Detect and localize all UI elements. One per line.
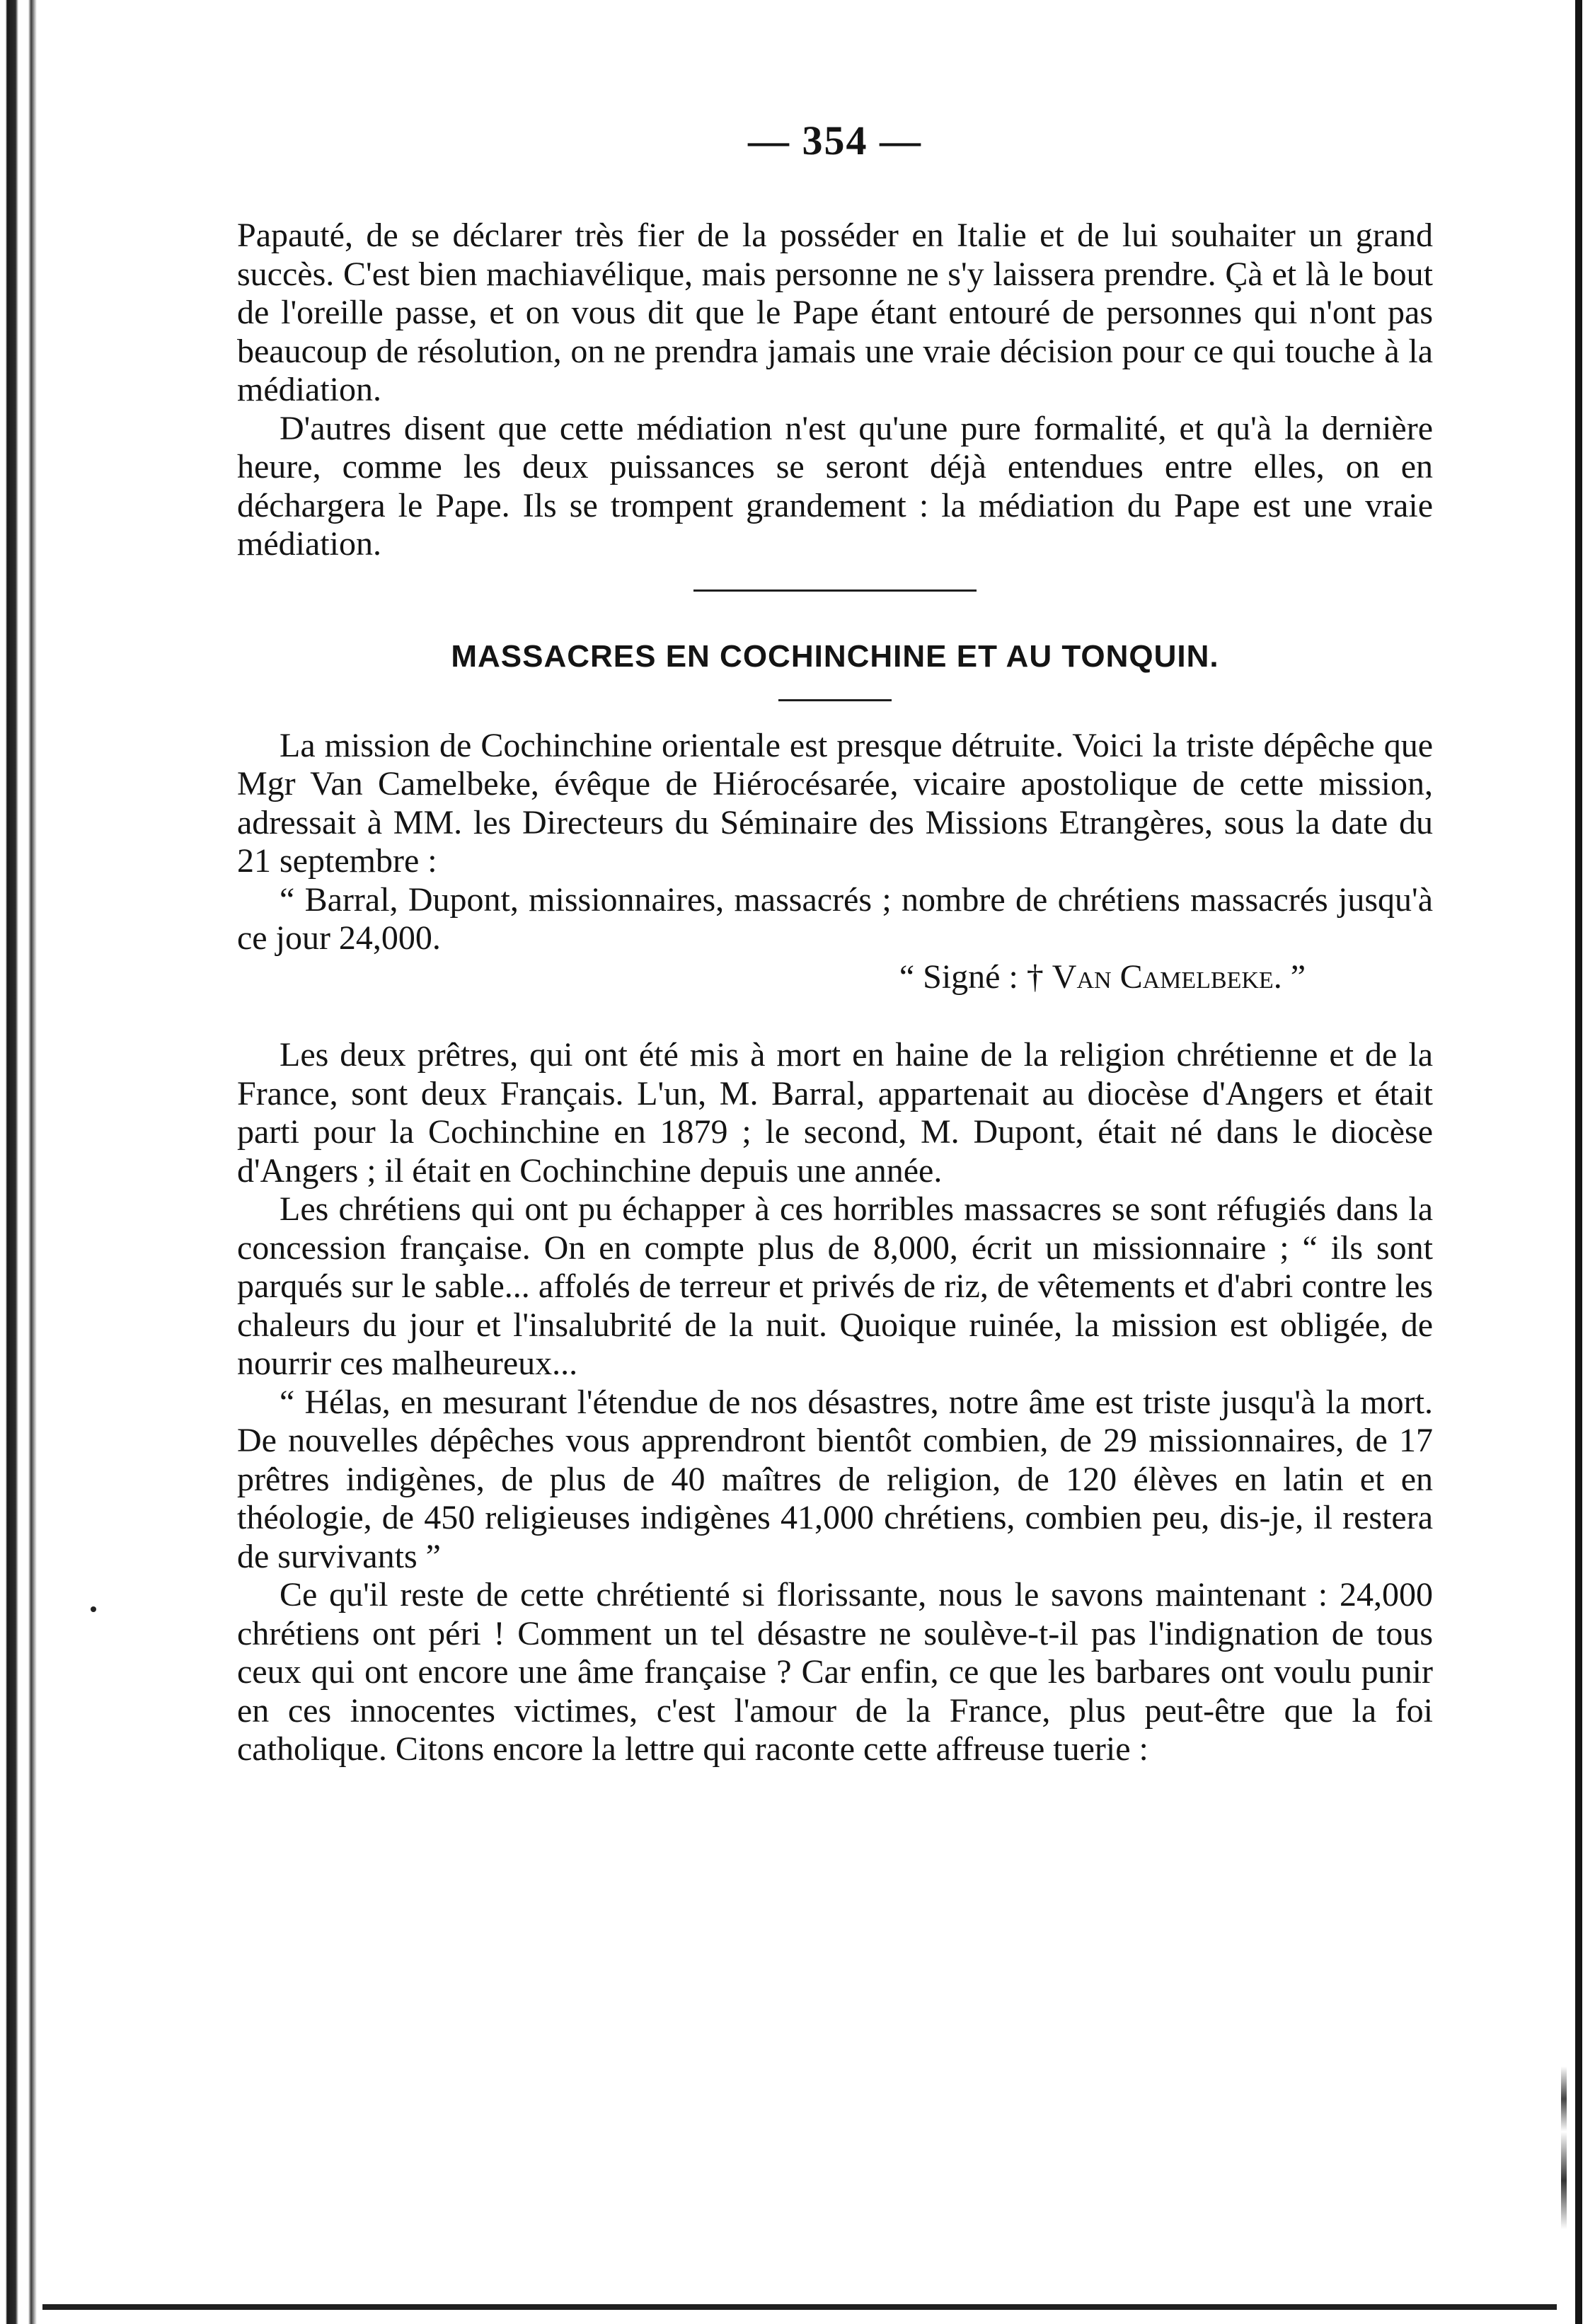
signature	[237, 958, 1306, 997]
section-title: MASSACRES EN COCHINCHINE ET AU TONQUIN.	[451, 638, 1219, 674]
scan-bottom-edge	[42, 2304, 1557, 2310]
paragraph: D'autres disent que cette médiation n'est qu'une pure formalité, et qu'à la dernière heure, comme les deux puissances se seront déjà entendues entre elles, on en déchargera le Pape. Ils se trompent grandement : la médiation du Pape est une vraie médiation.	[237, 409, 1433, 563]
scan-dot	[91, 1606, 96, 1612]
paragraph: “ Hélas, en mesurant l'étendue de nos désastres, notre âme est triste jusqu'à la mort. De nouvelles dépêches vous apprendront bientôt combien, de 29 missionnaires, de 17 prêtres indigènes, de plus de 40 maîtres de religion, de 120 élèves en latin et en théologie, de 450 religieuses indigènes 41,000 chrétiens, combien peu, dis-je, il restera de survivants ”	[237, 1383, 1433, 1575]
scan-left-margin	[0, 0, 41, 2324]
paragraph: Ce qu'il reste de cette chrétienté si florissante, nous le savons maintenant : 24,000 chrétiens ont péri ! Comment un tel désastre ne soulève-t-il pas l'indignation de tous ceux qui ont encore une âme française ? Car enfin, ce que les barbares ont voulu punir en ces innocentes victimes, c'est l'amour de la France, plus peut-être que la foi catholique. Citons encore la lettre qui raconte cette affreuse tuerie :	[237, 1576, 1433, 1768]
telegram-quote: “ Barral, Dupont, missionnaires, massacrés ; nombre de chrétiens massacrés jusqu'à ce jour 24,000.	[237, 880, 1433, 957]
paragraph: Papauté, de se déclarer très fier de la posséder en Italie et de lui souhaiter un grand succès. C'est bien machiavélique, mais personne ne s'y laissera prendre. Çà et là le bout de l'oreille passe, et on vous dit que le Pape étant entouré de personnes qui n'ont pas beaucoup de résolution, on ne prendra jamais une vraie décision pour ce qui touche à la médiation.	[237, 217, 1433, 408]
paragraph: La mission de Cochinchine orientale est presque détruite. Voici la triste dépêche que Mgr Van Camelbeke, évêque de Hiérocésarée, vicaire apostolique de cette mission, adressait à MM. les Directeurs du Séminaire des Missions Etrangères, sous la date du 21 septembre :	[237, 726, 1433, 880]
signature-prefix: “ Signé : †	[899, 957, 1052, 996]
signature-name: Van Camelbeke	[1052, 957, 1274, 996]
paragraph: Les deux prêtres, qui ont été mis à mort en haine de la religion chrétienne et de la France, sont deux Français. L'un, M. Barral, appartenait au diocèse d'Angers et était parti pour la Cochinchine en 1879 ; le second, M. Dupont, était né dans le diocèse d'Angers ; il était en Cochinchine depuis une année.	[237, 1036, 1433, 1190]
book-page	[237, 117, 1433, 1769]
page-number: — 354 —	[748, 117, 922, 163]
paragraph: Les chrétiens qui ont pu échapper à ces horribles massacres se sont réfugiés dans la concession française. On en compte plus de 8,000, écrit un missionnaire ; “ ils sont parqués sur le sable... affolés de terreur et privés de riz, de vêtements et d'abri contre les chaleurs du jour et l'insalubrité de la nuit. Quoique ruinée, la mission est obligée, de nourrir ces malheureux...	[237, 1190, 1433, 1382]
signature-suffix: . ”	[1273, 957, 1306, 996]
title-underline	[778, 699, 892, 701]
scan-right-edge	[1575, 0, 1582, 2324]
scan-speckle	[1561, 2066, 1567, 2229]
section-divider	[693, 589, 977, 592]
